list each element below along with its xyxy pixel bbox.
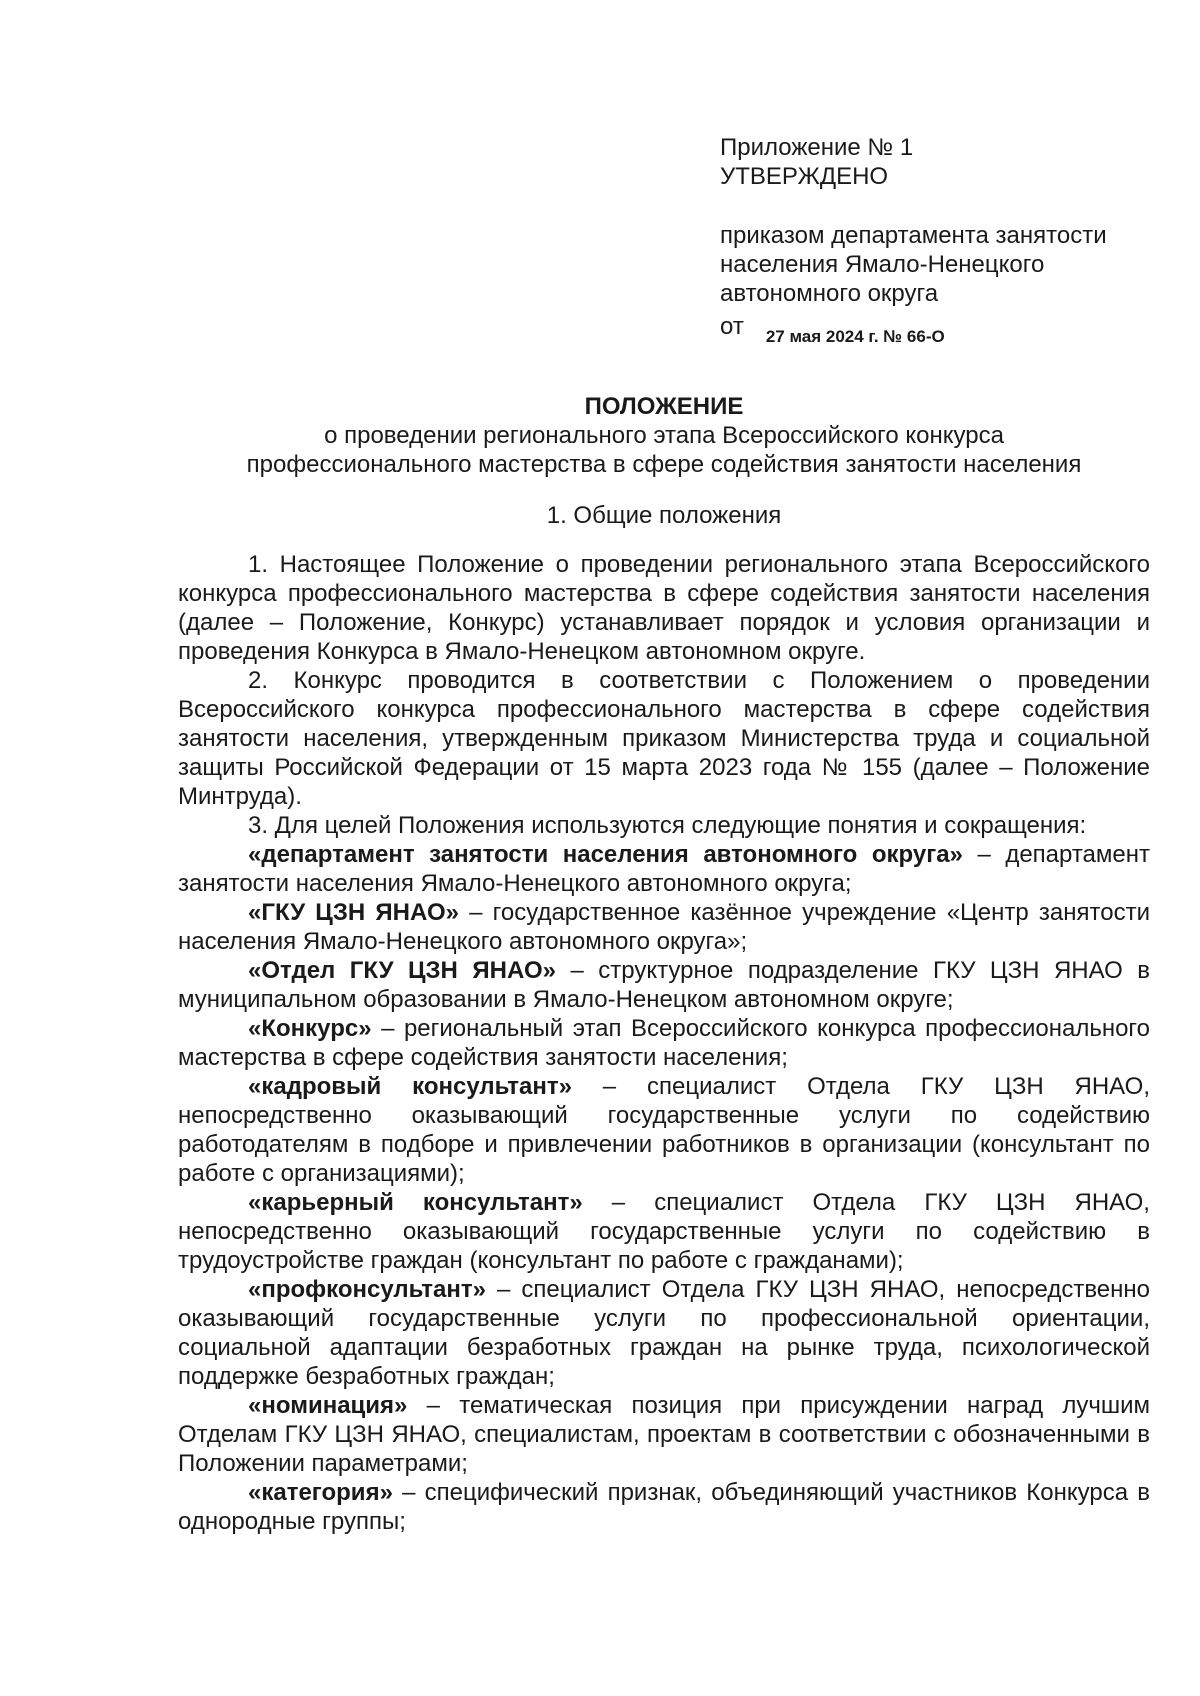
document-body [178, 392, 1150, 1536]
term-definition: – тематическая позиция при присуждении наград лучшим Отделам ГКУ ЦЗН ЯНАО, специалистам, проектам в соответствии с обозначенными в Положении параметрами; [178, 1392, 1150, 1477]
term-definition: – специфический признак, объединяющий участников Конкурса в однородные группы; [178, 1479, 1150, 1535]
order-line-1: приказом департамента занятости [720, 222, 1107, 249]
term-definition: – структурное подразделение ГКУ ЦЗН ЯНАО в муниципальном образовании в Ямало-Ненецком автономном округе; [178, 957, 1150, 1013]
term-definition: – департамент занятости населения Ямало-Ненецкого автономного округа; [178, 841, 1150, 897]
order-date-line [720, 312, 1160, 346]
term-name: «департамент занятости населения автономного округа» [248, 841, 963, 868]
order-line-3: автономного округа [720, 280, 939, 307]
term-name: «профконсультант» [248, 1276, 486, 1303]
document-subtitle-line-2: профессионального мастерства в сфере содействия занятости населения [246, 451, 1082, 478]
term-item [178, 1391, 1150, 1478]
term-name: «ГКУ ЦЗН ЯНАО» [248, 899, 459, 926]
term-item [178, 956, 1150, 1014]
term-item [178, 1275, 1150, 1391]
term-definition: – специалист Отдела ГКУ ЦЗН ЯНАО, непосредственно оказывающий государственные услуги по профессиональной ориентации, социальной адаптации безработных граждан на рынке труда, психологической поддержке безработных граждан; [178, 1276, 1150, 1390]
approved-stamp-text: УТВЕРЖДЕНО [720, 163, 889, 190]
order-date-number: 27 мая 2024 г. № 66-О [765, 327, 945, 346]
document-title: ПОЛОЖЕНИЕ [584, 393, 744, 420]
paragraph-1: 1. Настоящее Положение о проведении регионального этапа Всероссийского конкурса профессионального мастерства в сфере содействия занятости населения (далее – Положение, Конкурс) устанавливает порядок и условия организации и проведения Конкурса в Ямало-Ненецком автономном округе. [178, 551, 1150, 665]
term-item [178, 1188, 1150, 1275]
approval-block [720, 133, 1160, 346]
term-item [178, 898, 1150, 956]
order-line-2: населения Ямало-Ненецкого [720, 251, 1045, 278]
term-item [178, 1072, 1150, 1188]
term-item [178, 840, 1150, 898]
term-definition: – специалист Отдела ГКУ ЦЗН ЯНАО, непосредственно оказывающий государственные услуги по содействию в трудоустройстве граждан (консультант по работе с гражданами); [178, 1189, 1150, 1274]
section-heading: 1. Общие положения [546, 502, 782, 529]
paragraph-2: 2. Конкурс проводится в соответствии с Положением о проведении Всероссийского конкурса профессионального мастерства в сфере содействия занятости населения, утвержденным приказом Министерства труда и социальной защиты Российской Федерации от 15 марта 2023 года № 155 (далее – Положение Минтруда). [178, 667, 1150, 810]
date-prefix: от [720, 313, 744, 340]
term-definition: – специалист Отдела ГКУ ЦЗН ЯНАО, непосредственно оказывающий государственные услуги по содействию работодателям в подборе и привлечении работников в организации (консультант по работе с организациями); [178, 1073, 1150, 1187]
paragraph-3: 3. Для целей Положения используются следующие понятия и сокращения: [248, 812, 1087, 839]
document-subtitle-line-1: о проведении регионального этапа Всероссийского конкурса [324, 422, 1004, 449]
term-name: «категория» [248, 1479, 393, 1506]
term-name: «карьерный консультант» [248, 1189, 583, 1216]
term-name: «Конкурс» [248, 1015, 372, 1042]
term-definition: – государственное казённое учреждение «Центр занятости населения Ямало-Ненецкого автономного округа»; [178, 899, 1150, 955]
appendix-number: Приложение № 1 [720, 134, 914, 161]
term-name: «Отдел ГКУ ЦЗН ЯНАО» [248, 957, 556, 984]
term-definition: – региональный этап Всероссийского конкурса профессионального мастерства в сфере содействия занятости населения; [178, 1015, 1150, 1071]
term-name: «номинация» [248, 1392, 408, 1419]
term-item [178, 1478, 1150, 1536]
term-item [178, 1014, 1150, 1072]
term-name: «кадровый консультант» [248, 1073, 572, 1100]
